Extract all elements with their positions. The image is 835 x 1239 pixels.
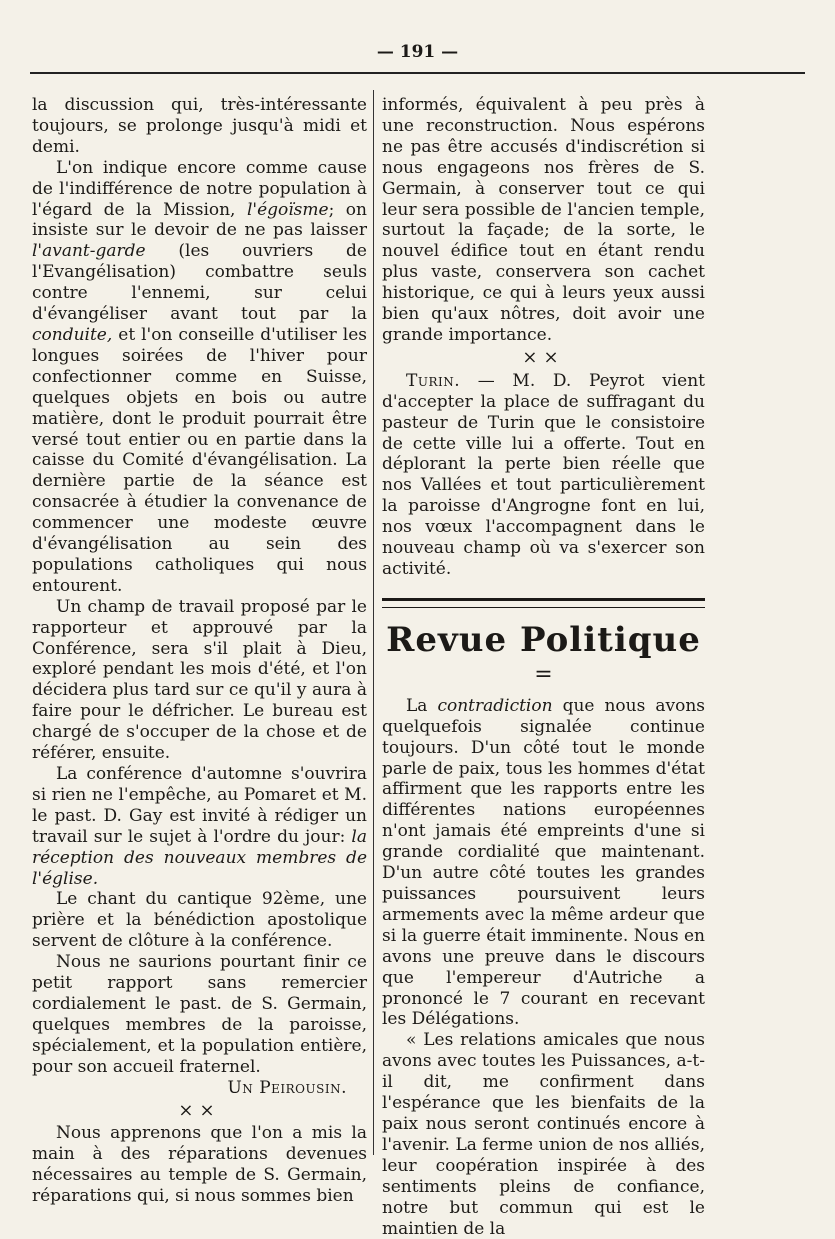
section-rule-thick [382,598,705,601]
separator: ×× [522,346,565,368]
section-rule-thin [382,607,705,608]
section-mark: = [534,661,553,687]
separator: ×× [178,1099,221,1121]
paragraph: la discussion qui, très-intéressante toujours, se prolonge jusqu'à midi et demi. [32,95,367,157]
place-name: Turin. [406,370,461,391]
section-title: Revue Politique [386,619,701,660]
paragraph: Le chant du cantique 92ème, une prière et la bénédiction apostolique servent de clôture à la conférence. [32,889,367,952]
paragraph: La conférence d'automne s'ouvrira si rien ne l'empêche, au Pomaret et M. le past. D. Gay est invité à rédiger un travail sur le sujet à l'ordre du jour: la réception des nouveaux membres de l'église. [32,764,367,889]
paragraph: « Les relations amicales que nous avons avec toutes les Puissances, a-t-il dit, me confirment dans l'espérance que les bienfaits de la paix nous seront continués encore à l'avenir. La ferme union de nos alliés, leur coopération inspirée à des sentiments pleins de confiance, notre but commun qui est le maintien de la [382,1030,705,1239]
paragraph: La contradiction que nous avons quelquefois signalée continue toujours. D'un côté tout le monde parle de paix, tous les hommes d'état affirment que les rapports entre les différentes nations européennes n'ont jamais été empreints d'une si grande cordialité que maintenant. D'un autre côté toutes les grandes puissances poursuivent leurs armements avec la même ardeur que si la guerre était imminente. Nous en avons une preuve dans le discours que l'empereur d'Autriche a prononcé le 7 courant en recevant les Délégations. [382,695,706,1030]
left-column [32,95,367,1207]
paragraph: Nous ne saurions pourtant finir ce petit rapport sans remercier cordialement le past. de S. Germain, quelques membres de la paroisse, spécialement, et la population entière, pour son accueil fraternel. [32,952,367,1077]
paragraph: Un champ de travail proposé par le rapporteur et approuvé par la Conférence, sera s'il plait à Dieu, exploré pendant les mois d'été, et l'on décidera plus tard sur ce qu'il y aura à faire pour le défricher. Le bureau est chargé de s'occuper de la chose et de référer, ensuite. [32,596,367,764]
header-rule [30,72,805,74]
signature: Un Peirousin. [227,1077,347,1098]
paragraph: Nous apprenons que l'on a mis la main à des réparations devenues nécessaires au temple de S. Germain, réparations qui, si nous sommes bien [32,1123,367,1207]
paragraph: informés, équivalent à peu près à une reconstruction. Nous espérons ne pas être accusés d'indiscrétion si nous engageons nos frères de S. Germain, à conserver tout ce qui leur sera possible de l'ancien temple, surtout la façade; de la sorte, le nouvel édifice tout en étant rendu plus vaste, conservera son cachet historique, ce qui à leurs yeux aussi bien qu'aux nôtres, doit avoir une grande importance. [382,95,705,345]
page-number: — 191 — [376,42,459,62]
paragraph: L'on indique encore comme cause de l'indifférence de notre population à l'égard de la Mission, l'égoïsme; on insiste sur le devoir de ne pas laisser l'avant-garde (les ouvriers de l'Evangélisation) combattre seuls contre l'ennemi, sur celui d'évangéliser avant tout par la conduite, et l'on conseille d'utiliser les longues soirées de l'hiver pour confectionner comme en Suisse, quelques objets en bois ou autre matière, dont le produit pourrait être versé tout entier ou en partie dans la caisse du Comité d'évangélisation. La dernière partie de la séance est consacrée à étudier la convenance de commencer une modeste œuvre d'évangélisation au sein des populations catholiques qui nous entourent. [32,157,367,596]
column-divider [373,90,374,1155]
paragraph: Turin. — M. D. Peyrot vient d'accepter la place de suffragant du pasteur de Turin que le consistoire de cette ville lui a offerte. Tout en déplorant la perte bien réelle que nos Vallées et tout particulièrement la paroisse d'Angrogne font en lui, nos vœux l'accompagnent dans le nouveau champ où va s'exercer son activité. [382,370,705,579]
right-column [382,95,705,1239]
